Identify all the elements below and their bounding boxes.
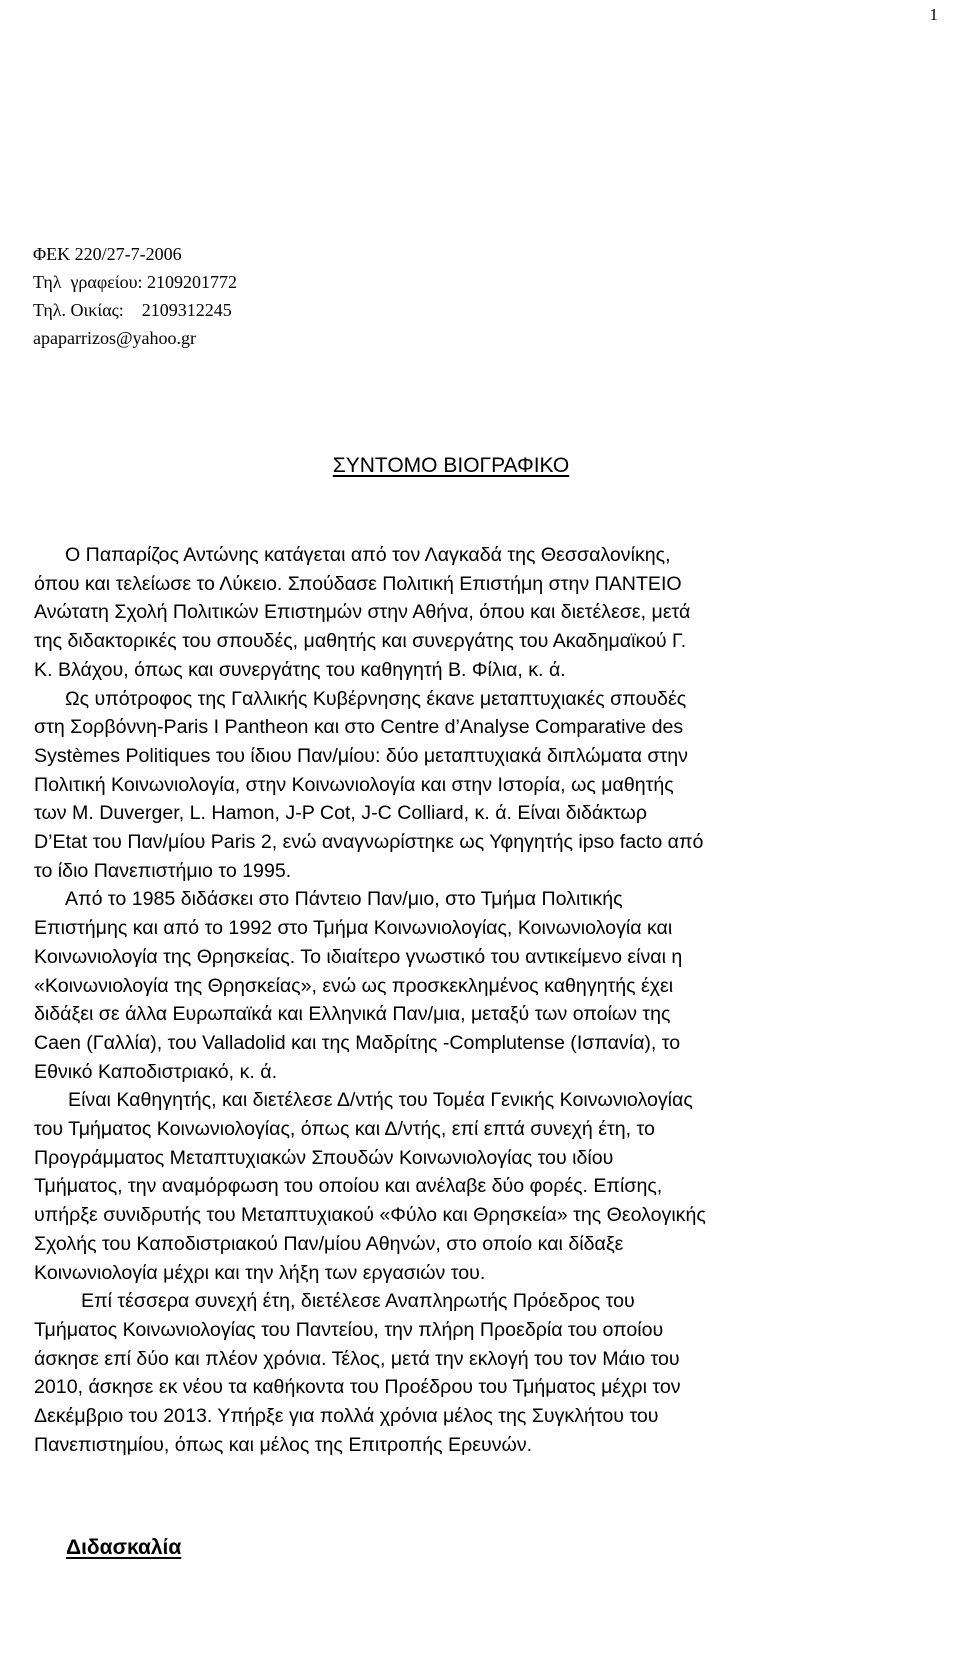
bio-line: του Τμήματος Κοινωνιολογίας, όπως και Δ/ντής, επί επτά συνεχή έτη, το (34, 1118, 655, 1141)
bio-line: διδάξει σε άλλα Ευρωπαϊκά και Ελληνικά Παν/μια, μεταξύ των οποίων της (34, 1003, 671, 1026)
bio-line: Σχολής του Καποδιστριακού Παν/μίου Αθηνών, στο οποίο και δίδαξε (34, 1232, 624, 1255)
biography-text (34, 541, 906, 1460)
bio-line: D’Etat του Παν/μίου Paris 2, ενώ αναγνωρίστηκε ως Υφηγητής ipso facto από (34, 831, 704, 854)
bio-line: Κοινωνιολογία της Θρησκείας. Το ιδιαίτερο γνωστικό του αντικείμενο είναι η (34, 945, 683, 968)
bio-line: Επιστήμης και από το 1992 στο Τμήμα Κοινωνιολογίας, Κοινωνιολογία και (34, 917, 673, 940)
contact-block (33, 240, 237, 352)
bio-line: των M. Duverger, L. Hamon, J-P Cot, J-C Colliard, κ. ά. Είναι διδάκτωρ (34, 802, 647, 825)
page-title: ΣΥΝΤΟΜΟ ΒΙΟΓΡΑΦΙΚΟ (332, 454, 570, 477)
bio-line: Τμήματος, την αναμόρφωση του οποίου και ανέλαβε δύο φορές. Επίσης, (34, 1175, 663, 1198)
page-number: 1 (929, 5, 938, 24)
bio-line: Είναι Καθηγητής, και διετέλεσε Δ/ντής του Τομέα Γενικής Κοινωνιολογίας (68, 1089, 693, 1112)
bio-line: Τμήματος Κοινωνιολογίας του Παντείου, την πλήρη Προεδρία του οποίου (34, 1318, 664, 1341)
bio-line: «Κοινωνιολογία της Θρησκείας», ενώ ως προσκεκλημένος καθηγητής έχει (34, 974, 674, 997)
section-heading: Διδασκαλία (66, 1536, 182, 1559)
bio-line: το ίδιο Πανεπιστήμιο το 1995. (34, 859, 292, 882)
email-address: apaparrizos@yahoo.gr (33, 328, 197, 348)
bio-line: Systèmes Politiques του ίδιου Παν/μίου: δύο μεταπτυχιακά διπλώματα στην (34, 744, 688, 767)
bio-line: 2010, άσκησε εκ νέου τα καθήκοντα του Προέδρου του Τμήματος μέχρι τον (34, 1376, 681, 1399)
home-phone: Τηλ. Οικίας: 2109312245 (33, 300, 232, 320)
bio-line: όπου και τελείωσε το Λύκειο. Σπούδασε Πολιτική Επιστήμη στην ΠΑΝΤΕΙΟ (34, 572, 682, 595)
bio-line: Από το 1985 διδάσκει στο Πάντειο Παν/μιο, στο Τμήμα Πολιτικής (65, 888, 623, 911)
bio-line: της διδακτορικές του σπουδές, μαθητής και συνεργάτης του Ακαδημαϊκού Γ. (34, 630, 687, 653)
bio-line: Δεκέμβριο του 2013. Υπήρξε για πολλά χρόνια μέλος της Συγκλήτου του (34, 1405, 659, 1428)
bio-line: Ως υπότροφος της Γαλλικής Κυβέρνησης έκανε μεταπτυχιακές σπουδές (65, 687, 687, 710)
bio-line: υπήρξε συνιδρυτής του Μεταπτυχιακού «Φύλο και Θρησκεία» της Θεολογικής (34, 1204, 706, 1227)
bio-line: Κοινωνιολογία μέχρι και την λήξη των εργασιών του. (34, 1261, 486, 1284)
bio-line: Ανώτατη Σχολή Πολιτικών Επιστημών στην Αθήνα, όπου και διετέλεσε, μετά (34, 601, 691, 624)
office-phone: Τηλ γραφείου: 2109201772 (33, 272, 238, 292)
bio-line: Caen (Γαλλία), του Valladolid και της Μαδρίτης -Complutense (Ισπανία), το (34, 1031, 681, 1054)
bio-line: Πολιτική Κοινωνιολογία, στην Κοινωνιολογία και στην Ιστορία, ως μαθητής (34, 773, 674, 796)
bio-line: Κ. Βλάχου, όπως και συνεργάτης του καθηγητή Β. Φίλια, κ. ά. (34, 658, 566, 681)
bio-line: άσκησε επί δύο και πλέον χρόνια. Τέλος, μετά την εκλογή του τον Μάιο του (34, 1347, 680, 1370)
fek-reference: ΦΕΚ 220/27-7-2006 (33, 244, 182, 264)
bio-line: Εθνικό Καποδιστριακό, κ. ά. (34, 1060, 278, 1083)
bio-line: στη Σορβόννη-Paris I Pantheon και στο Centre d’Analyse Comparative des (34, 716, 684, 739)
bio-line: Πανεπιστημίου, όπως και μέλος της Επιτροπής Ερευνών. (34, 1433, 533, 1456)
bio-line: Προγράμματος Μεταπτυχιακών Σπουδών Κοινωνιολογίας του ιδίου (34, 1146, 614, 1169)
bio-line: Ο Παπαρίζος Αντώνης κατάγεται από τον Λαγκαδά της Θεσσαλονίκης, (65, 544, 671, 566)
bio-line: Επί τέσσερα συνεχή έτη, διετέλεσε Αναπληρωτής Πρόεδρος του (81, 1290, 635, 1313)
